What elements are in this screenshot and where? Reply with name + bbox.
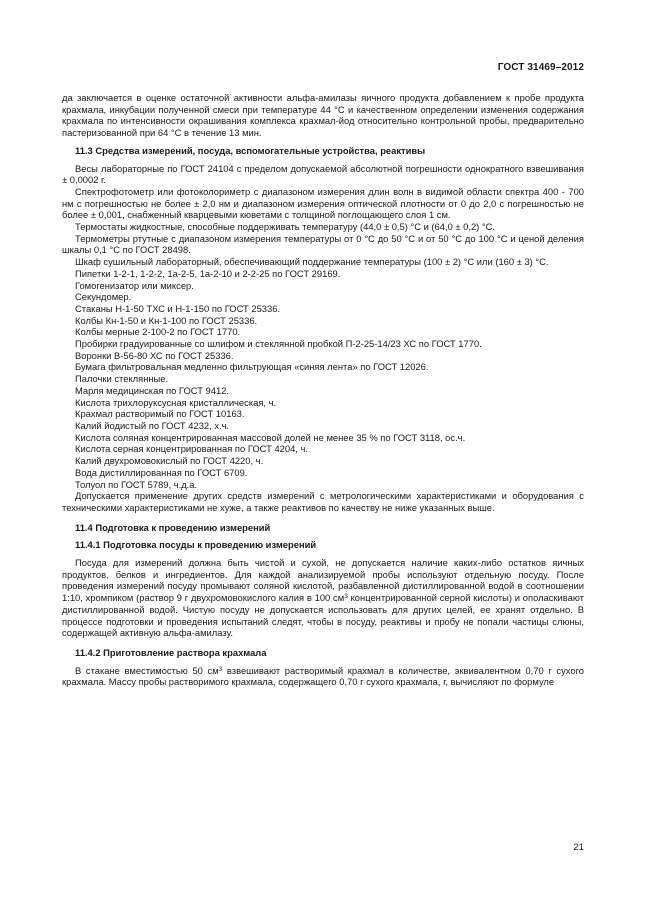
paragraph	[62, 665, 584, 688]
intro-paragraph: да заключается в оценке остаточной активности альфа-амилазы яичного продукта добавлением к пробе продукта крахмала, инкубации полученной смеси при температуре 44 °С и качественном определении изменения содержания крахмала по интенсивности окрашивания комплекса крахмал-йод относительно контрольной пробы, предварительно пастеризованной при 64 °С в течение 13 мин.	[62, 92, 584, 139]
list-item: Марля медицинская по ГОСТ 9412.	[75, 384, 229, 396]
paragraph: Весы лабораторные по ГОСТ 24104 с пределом допускаемой абсолютной погрешности однократного взвешивания ± 0,0002 г.	[62, 162, 584, 186]
text-run: концентрированной серной кислоты) и ополаскивают дистиллированной водой. Чистую посуду не допускается использовать для других целей, ее хранят отдельно. В процессе подготовки и проведения испытаний следят, чтобы в посуду, реактивы и пробу не попали частицы слюны, содержащей активную альфа-амилазу.	[62, 592, 584, 639]
section-heading-11-4-1: 11.4.1 Подготовка посуды к проведению измерений	[75, 539, 317, 551]
list-item: Пипетки 1-2-1, 1-2-2, 1а-2-5, 1а-2-10 и 2-2-25 по ГОСТ 29169.	[75, 267, 341, 279]
list-item: Пробирки градуированные со шлифом и стеклянной пробкой П-2-25-14/23 ХС по ГОСТ 1770.	[75, 338, 482, 350]
list-item: Секундомер.	[75, 291, 132, 303]
list-item: Гомогенизатор или миксер.	[75, 279, 194, 291]
superscript: 3	[218, 665, 223, 673]
list-item: Стаканы Н-1-50 ТХС и Н-1-150 по ГОСТ 25336.	[75, 302, 281, 314]
list-item: Колбы мерные 2-100-2 по ГОСТ 1770.	[75, 326, 241, 338]
page-body	[62, 92, 584, 688]
paragraph	[62, 557, 584, 639]
paragraph: Спектрофотометр или фотоколориметр с диапазоном измерения длин волн в видимой области спектра 400 - 700 нм с погрешностью не более ± 2,0 нм и диапазоном измерения оптической плотности от 0 до 2,0 с погрешностью не более ± 0,001, снабженный кварцевыми кюветами с толщиной поглощающего слоя 1 см.	[62, 185, 584, 221]
list-item: Вода дистиллированная по ГОСТ 6709.	[75, 466, 248, 478]
paragraph: Термостаты жидкостные, способные поддерживать температуру (44,0 ± 0,5) °С и (64,0 ± 0,2) °С.	[75, 221, 496, 233]
list-item: Кислота трихлоруксусная кристаллическая, ч.	[75, 396, 277, 408]
paragraph: Шкаф сушильный лабораторный, обеспечивающий поддержание температуры (100 ± 2) °С или (160 ± 3) °С.	[75, 256, 549, 268]
document-code: ГОСТ 31469–2012	[497, 62, 584, 73]
list-item: Кислота серная концентрированная по ГОСТ 4204, ч.	[75, 443, 309, 455]
page-number: 21	[573, 842, 584, 853]
list-item: Бумага фильтровальная медленно фильтрующая «синяя лента» по ГОСТ 12026.	[75, 361, 429, 373]
list-item: Воронки В-56-80 ХС по ГОСТ 25336.	[75, 349, 234, 361]
list-item: Толуол по ГОСТ 5789, ч.д.а.	[75, 478, 198, 490]
section-heading-11-4: 11.4 Подготовка к проведению измерений	[75, 521, 271, 533]
text-run: В стакане вместимостью 50 см	[75, 664, 219, 676]
text-run: взвешивают растворимый крахмал в количестве, эквивалентном 0,70 г сухого крахмала. Массу пробы растворимого крахмала, содержащего 0,70 г сухого крахмала, г, вычисляют по формуле	[62, 664, 584, 688]
section-11-3-body	[62, 163, 584, 514]
paragraph: Термометры ртутные с диапазоном измерения температуры от 0 °С до 50 °С и от 50 °С до 100 °С и ценой деления шкалы 0,1 °С по ГОСТ 28498.	[62, 232, 584, 256]
superscript: 3	[344, 593, 348, 601]
list-item: Колбы Кн-1-50 и Кн-1-100 по ГОСТ 25336.	[75, 314, 258, 326]
list-item: Калий йодистый по ГОСТ 4232, х.ч.	[75, 419, 230, 431]
text-run: Посуда для измерений должна быть чистой и сухой, не допускается наличие каких-либо остатков яичных продуктов, белков и ингредиентов. Для каждой анализируемой пробы используют отдельную посуду. После проведения измерений посуду промывают соляной кислотой, разбавленной дистиллированной водой в соотношении 1:10, хромпиком (раствор 9 г двухромовокислого калия в 100 см	[62, 557, 584, 604]
paragraph: Допускается применение других средств измерений с метрологическими характеристиками и оборудования с техническими характеристиками не хуже, а также реактивов по качеству не ниже указанных выше.	[62, 490, 584, 513]
list-item: Крахмал растворимый по ГОСТ 10163.	[75, 408, 245, 420]
list-item: Палочки стеклянные.	[75, 373, 169, 385]
list-item: Калий двухромовокислый по ГОСТ 4220, ч.	[75, 455, 264, 467]
list-item: Кислота соляная концентрированная массовой долей не менее 35 % по ГОСТ 3118, ос.ч.	[75, 431, 466, 443]
section-heading-11-3: 11.3 Средства измерений, посуда, вспомогательные устройства, реактивы	[75, 144, 426, 156]
section-heading-11-4-2: 11.4.2 Приготовление раствора крахмала	[75, 646, 267, 658]
